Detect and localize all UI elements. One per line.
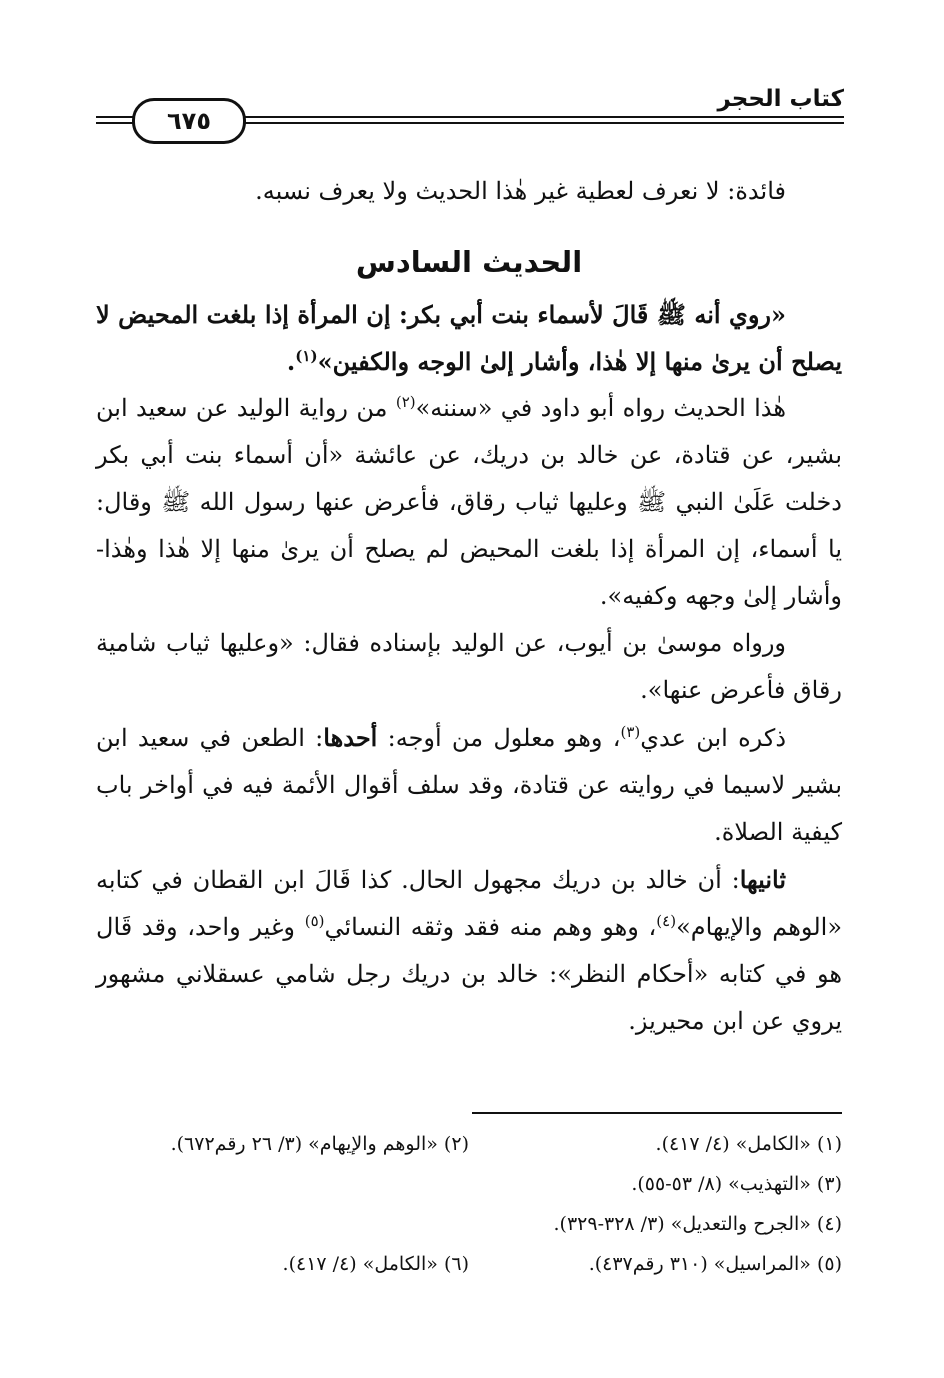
paragraph: ذكره ابن عدي$^{(٣)}$، وهو معلول من أوجه: أحدها: الطعن في سعيد ابن بشير لاسيما في روايته عن قتادة، وقد سلف أقوال الأئمة فيه في أواخر باب كيفية الصلاة.: [96, 723, 843, 846]
footnote-ref: (٢): [395, 393, 416, 411]
point-label: أحدها: [323, 723, 378, 752]
footnote-6: (٦) «الكامل» (٤/ ٤١٧).: [282, 1253, 469, 1275]
intro-text: لا نعرف لعطية غير هٰذا الحديث ولا يعرف نسبه.: [255, 177, 720, 205]
book-title: كتاب الحجر: [706, 86, 845, 112]
footnote-ref: (٤): [656, 912, 677, 930]
intro-label: فائدة:: [727, 177, 786, 205]
footnote-4: (٤) «الجرح والتعديل» (٣/ ٣٢٨-٣٢٩).: [553, 1213, 842, 1235]
footnote-separator: [472, 1112, 842, 1114]
footnote-2: (٢) «الوهم والإيهام» (٣/ ٢٦ رقم٦٧٢).: [170, 1133, 469, 1155]
footnote-3: (٣) «التهذيب» (٨/ ٥٣-٥٥).: [631, 1173, 842, 1195]
section-heading: الحديث السادس: [355, 245, 583, 279]
main-text: [96, 168, 842, 1045]
point-label: ثانيها: [739, 865, 786, 894]
intro-note: [96, 168, 842, 215]
footnote-ref: (٣): [620, 723, 641, 741]
paragraph: ورواه موسىٰ بن أيوب، عن الوليد بإسناده فقال: «وعليها ثياب شامية رقاق فأعرض عنها».: [96, 629, 842, 704]
page-number: ٦٧٥: [132, 98, 246, 144]
running-header: [96, 88, 844, 138]
footnote-5: (٥) «المراسيل» (٣١٠ رقم٤٣٧).: [588, 1253, 842, 1275]
hadith-text: «روي أنه ﷺ قَالَ لأسماء بنت أبي بكر: إن المرأة إذا بلغت المحيض لا يصلح أن يرىٰ منها إلا هٰذا، وأشار إلىٰ الوجه والكفين»$^{(١)}$.: [96, 300, 842, 376]
paragraph: ثانيها: أن خالد بن دريك مجهول الحال. كذا قَالَ ابن القطان في كتابه «الوهم والإيهام»$^{(٤)}$، وهو وهم منه فقد وثقه النسائي$^{(٥)}$ وغير واحد، وقد قَال هو في كتابه «أحكام النظر»: خالد بن دريك رجل شامي عسقلاني مشهور يروي عن ابن محيريز.: [96, 865, 842, 1035]
footnote-ref: (١): [295, 347, 318, 365]
footnote-1: (١) «الكامل» (٤/ ٤١٧).: [655, 1133, 842, 1155]
footnotes: [96, 1124, 842, 1284]
footnote-ref: (٥): [304, 912, 325, 930]
paragraph: هٰذا الحديث رواه أبو داود في «سننه»$^{(٢)}$ من رواية الوليد عن سعيد ابن بشير، عن قتادة، عن خالد بن دريك، عن عائشة «أن أسماء بنت أبي بكر دخلت عَلَىٰ النبي ﷺ وعليها ثياب رقاق، فأعرض عنها رسول الله ﷺ وقال: يا أسماء، إن المرأة إذا بلغت المحيض لم يصلح أن يرىٰ منها إلا هٰذا وهٰذا- وأشار إلىٰ وجهه وكفيه».: [96, 393, 842, 610]
